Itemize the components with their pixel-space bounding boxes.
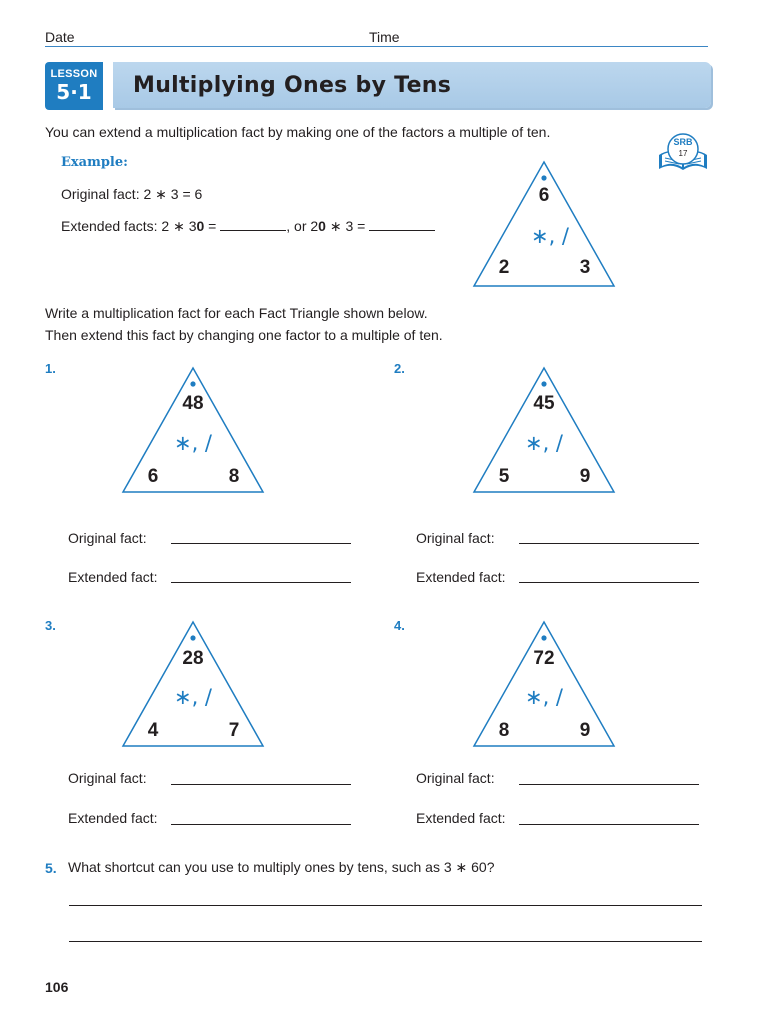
problem-4-extended-line[interactable] xyxy=(519,824,699,825)
triangle-top-number: 48 xyxy=(182,393,204,414)
lesson-badge xyxy=(45,62,103,110)
extended-bold-zero-2: 0 xyxy=(318,218,326,234)
triangle-left-number: 6 xyxy=(147,466,159,487)
problem-4-extended-label: Extended fact: xyxy=(416,810,506,826)
problem-3-extended-label: Extended fact: xyxy=(68,810,158,826)
triangle-left-number: 4 xyxy=(147,720,159,741)
problem-2-extended-label: Extended fact: xyxy=(416,569,506,585)
problem-3-fact-triangle xyxy=(121,620,267,750)
triangle-dot xyxy=(190,635,195,640)
header-rule xyxy=(45,46,708,47)
problem-4-fact-triangle xyxy=(472,620,618,750)
problem-3-extended-line[interactable] xyxy=(171,824,351,825)
question-5-text: What shortcut can you use to multiply ones by tens, such as 3 ∗ 60? xyxy=(68,859,495,875)
triangle-top-number: 45 xyxy=(533,393,555,414)
problem-4-original-line[interactable] xyxy=(519,784,699,785)
triangle-right-number: 8 xyxy=(228,466,240,487)
triangle-left-number: 5 xyxy=(498,466,510,487)
time-label: Time xyxy=(369,29,400,45)
problem-1-extended-line[interactable] xyxy=(171,582,351,583)
problem-4-original-label: Original fact: xyxy=(416,770,495,786)
problem-4-number: 4. xyxy=(394,618,405,633)
date-label: Date xyxy=(45,29,75,45)
triangle-right-number: 9 xyxy=(579,466,591,487)
extended-or: , or 2 xyxy=(286,218,319,234)
page-title: Multiplying Ones by Tens xyxy=(133,73,452,98)
answer-blank-2 xyxy=(369,218,435,231)
triangle-top-number: 72 xyxy=(533,648,555,669)
triangle-left-number: 2 xyxy=(498,257,510,278)
triangle-dot xyxy=(541,175,546,180)
intro-text: You can extend a multiplication fact by making one of the factors a multiple of ten. xyxy=(45,124,551,140)
question-5-answer-line-2[interactable] xyxy=(69,941,702,942)
answer-blank-1 xyxy=(220,218,286,231)
triangle-left-number: 8 xyxy=(498,720,510,741)
problem-2-original-line[interactable] xyxy=(519,543,699,544)
problem-2-number: 2. xyxy=(394,361,405,376)
question-5-number: 5. xyxy=(45,860,57,876)
problem-1-original-line[interactable] xyxy=(171,543,351,544)
triangle-right-number: 3 xyxy=(579,257,591,278)
problem-3-original-line[interactable] xyxy=(171,784,351,785)
triangle-top-number: 6 xyxy=(538,185,550,206)
example-extended-facts xyxy=(61,218,435,235)
question-5-answer-line-1[interactable] xyxy=(69,905,702,906)
triangle-right-number: 7 xyxy=(228,720,240,741)
problem-2-fact-triangle xyxy=(472,366,618,496)
triangle-operations: ∗, / xyxy=(530,224,570,248)
extended-end: ∗ 3 = xyxy=(325,218,370,234)
problem-3-number: 3. xyxy=(45,618,56,633)
lesson-number: 5·1 xyxy=(56,80,92,104)
triangle-right-number: 9 xyxy=(579,720,591,741)
triangle-dot xyxy=(541,635,546,640)
instructions-line-2: Then extend this fact by changing one factor to a multiple of ten. xyxy=(45,327,443,343)
srb-label: SRB xyxy=(673,137,693,147)
problem-1-original-label: Original fact: xyxy=(68,530,147,546)
instructions-line-1: Write a multiplication fact for each Fact Triangle shown below. xyxy=(45,305,428,321)
example-original-fact: Original fact: 2 ∗ 3 = 6 xyxy=(61,186,203,202)
triangle-operations: ∗, / xyxy=(524,431,564,455)
extended-prefix: Extended facts: 2 ∗ 3 xyxy=(61,218,197,234)
srb-page: 17 xyxy=(678,149,688,158)
problem-3-original-label: Original fact: xyxy=(68,770,147,786)
triangle-dot xyxy=(190,381,195,386)
page-number: 106 xyxy=(45,979,69,995)
problem-1-number: 1. xyxy=(45,361,56,376)
example-fact-triangle xyxy=(472,160,618,290)
problem-2-extended-line[interactable] xyxy=(519,582,699,583)
lesson-banner xyxy=(113,62,711,108)
triangle-top-number: 28 xyxy=(182,648,204,669)
srb-book-icon xyxy=(654,125,712,175)
triangle-dot xyxy=(541,381,546,386)
lesson-word: LESSON xyxy=(50,68,98,80)
triangle-operations: ∗, / xyxy=(524,685,564,709)
extended-mid: = xyxy=(204,218,221,234)
triangle-operations: ∗, / xyxy=(173,431,213,455)
example-label: Example: xyxy=(61,155,128,170)
problem-1-extended-label: Extended fact: xyxy=(68,569,158,585)
problem-2-original-label: Original fact: xyxy=(416,530,495,546)
triangle-operations: ∗, / xyxy=(173,685,213,709)
extended-bold-zero-1: 0 xyxy=(196,218,205,234)
problem-1-fact-triangle xyxy=(121,366,267,496)
